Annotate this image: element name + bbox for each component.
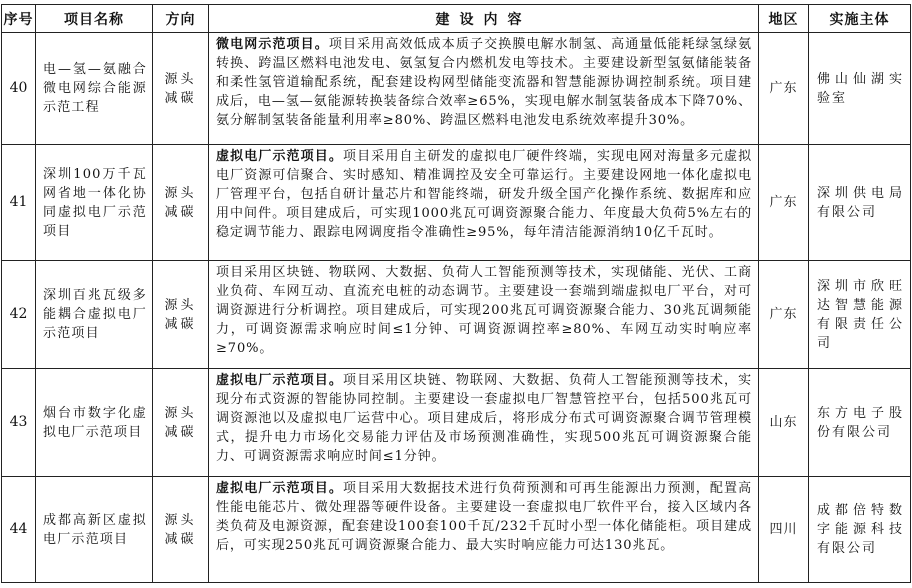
content-body: 项目采用自主研发的虚拟电厂硬件终端，实现电网对海量多元虚拟电厂资源可信聚合、实时感知、精准调控及安全可靠运行。主要建设网地一体化虚拟电厂管理平台，包括自研计量芯片和智能终端，研发升级全国产化操作系统、数据库和应用中间件。项目建成后，可实现1000兆瓦可调资源聚合能力、年度最大负荷5%左右的稳定调节能力、跟踪电网调度指令准确性≥95%，每年清洁能源消纳10亿千瓦时。 bbox=[216, 149, 752, 240]
project-entity: 成都倍特数字能源科技有限公司 bbox=[809, 477, 911, 583]
table-row bbox=[2, 145, 911, 261]
project-name: 深圳百兆瓦级多能耦合虚拟电厂示范项目 bbox=[36, 261, 153, 369]
project-content bbox=[209, 477, 759, 583]
project-table bbox=[1, 4, 911, 583]
project-direction: 源头减碳 bbox=[153, 145, 209, 261]
content-body: 项目采用区块链、物联网、大数据、负荷人工智能预测等技术，实现储能、光伏、工商业负荷、车网互动、直流充电桩的动态调节。主要建设一套端到端虚拟电厂平台，对可调资源进行分析调控。项目建成后，可实现200兆瓦可调资源聚合能力、30兆瓦调频能力，可调资源需求响应时间≤1分钟、可调资源调控率≥80%、车网互动实时响应率≥70%。 bbox=[216, 265, 752, 356]
header-no: 序号 bbox=[2, 5, 36, 33]
project-content bbox=[209, 369, 759, 477]
row-number: 40 bbox=[2, 33, 36, 145]
header-content: 建设内容 bbox=[209, 5, 759, 33]
project-name: 烟台市数字化虚拟电厂示范项目 bbox=[36, 369, 153, 477]
project-direction: 源头减碳 bbox=[153, 369, 209, 477]
row-number: 42 bbox=[2, 261, 36, 369]
project-name: 深圳100万千瓦网省地一体化协同虚拟电厂示范项目 bbox=[36, 145, 153, 261]
table-row bbox=[2, 477, 911, 583]
project-name: 电—氢—氨融合微电网综合能源示范工程 bbox=[36, 33, 153, 145]
project-direction: 源头减碳 bbox=[153, 477, 209, 583]
header-entity: 实施主体 bbox=[809, 5, 911, 33]
content-body: 项目采用高效低成本质子交换膜电解水制氢、高通量低能耗绿氢绿氨转换、跨温区燃料电池发电、氨氢复合内燃机发电等技术。主要建设新型氢氨储能装备和柔性氢管道输配系统，配套建设构网型储能变流器和智慧能源协调控制系统。项目建成后，电—氢—氨能源转换装备综合效率≥65%，实现电解水制氢装备成本下降70%、氨分解制氢装备能量利用率≥80%、跨温区燃料电池发电系统效率提升30%。 bbox=[216, 37, 752, 128]
project-direction: 源头减碳 bbox=[153, 261, 209, 369]
content-lead: 虚拟电厂示范项目。 bbox=[216, 149, 343, 164]
header-row bbox=[2, 5, 911, 33]
header-region: 地区 bbox=[759, 5, 809, 33]
project-region: 广东 bbox=[759, 261, 809, 369]
content-lead: 虚拟电厂示范项目。 bbox=[216, 481, 343, 496]
content-lead: 微电网示范项目。 bbox=[216, 37, 329, 52]
row-number: 44 bbox=[2, 477, 36, 583]
project-direction: 源头减碳 bbox=[153, 33, 209, 145]
project-entity: 深圳供电局有限公司 bbox=[809, 145, 911, 261]
row-number: 43 bbox=[2, 369, 36, 477]
project-content bbox=[209, 33, 759, 145]
project-name: 成都高新区虚拟电厂示范项目 bbox=[36, 477, 153, 583]
header-direction: 方向 bbox=[153, 5, 209, 33]
project-region: 四川 bbox=[759, 477, 809, 583]
content-body: 项目采用大数据技术进行负荷预测和可再生能源出力预测，配置高性能电能芯片、微处理器等硬件设备。主要建设一套虚拟电厂软件平台，接入区域内各类负荷及电源资源，配套建设100套100千瓦/232千瓦时小型一体化储能柜。项目建成后，可实现250兆瓦可调资源聚合能力、最大实时响应能力可达130兆瓦。 bbox=[216, 481, 752, 553]
content-lead: 虚拟电厂示范项目。 bbox=[216, 373, 343, 388]
table-row bbox=[2, 33, 911, 145]
header-name: 项目名称 bbox=[36, 5, 153, 33]
project-content bbox=[209, 145, 759, 261]
project-entity: 深圳市欣旺达智慧能源有限责任公司 bbox=[809, 261, 911, 369]
content-body: 项目采用区块链、物联网、大数据、负荷人工智能预测等技术，实现分布式资源的智能协同控制。主要建设一套虚拟电厂智慧管控平台，包括500兆瓦可调资源池以及虚拟电厂运营中心。项目建成后，将形成分布式可调资源聚合调节管理模式，提升电力市场化交易能力评估及市场预测准确性，实现500兆瓦可调资源聚合能力、可调资源需求响应时间≤1分钟。 bbox=[216, 373, 752, 464]
table-row bbox=[2, 369, 911, 477]
project-region: 山东 bbox=[759, 369, 809, 477]
row-number: 41 bbox=[2, 145, 36, 261]
project-entity: 东方电子股份有限公司 bbox=[809, 369, 911, 477]
project-entity: 佛山仙湖实验室 bbox=[809, 33, 911, 145]
project-region: 广东 bbox=[759, 33, 809, 145]
table-row bbox=[2, 261, 911, 369]
project-region: 广东 bbox=[759, 145, 809, 261]
project-content bbox=[209, 261, 759, 369]
